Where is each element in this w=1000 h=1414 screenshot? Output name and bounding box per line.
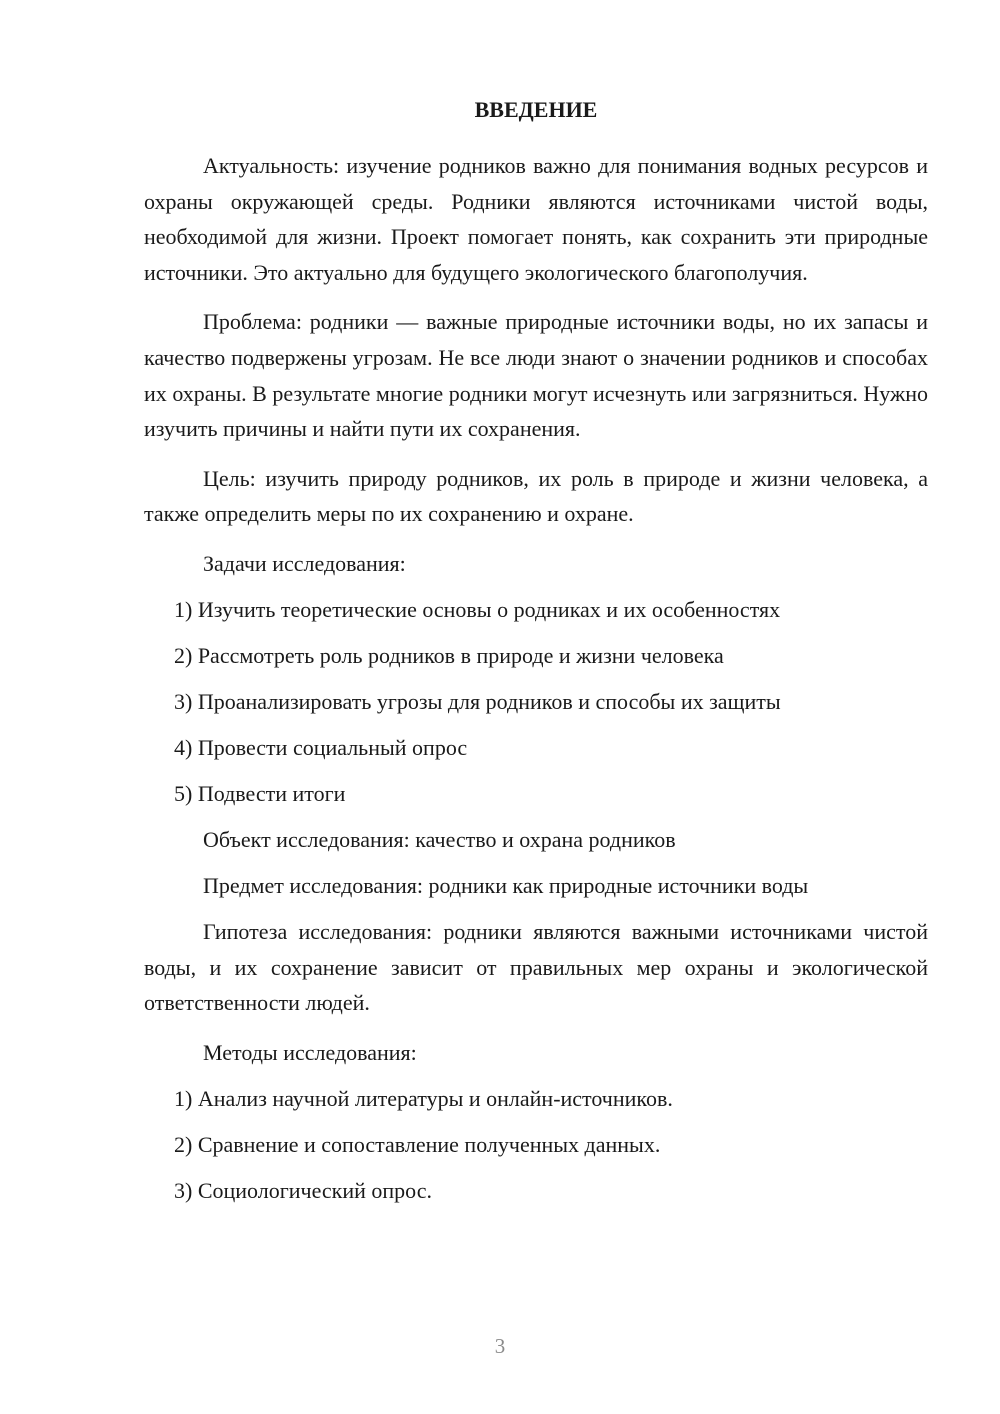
task-item: 2) Рассмотреть роль родников в природе и жизни человека [174,642,724,668]
section-title: ВВЕДЕНИЕ [474,97,598,122]
task-item: 1) Изучить теоретические основы о родниках и их особенностях [174,596,781,622]
methods-heading: Методы исследования: [203,1039,417,1065]
tasks-heading: Задачи исследования: [203,550,406,576]
method-item: 2) Сравнение и сопоставление полученных данных. [174,1131,661,1157]
method-item: 1) Анализ научной литературы и онлайн-источников. [174,1085,673,1111]
method-item: 3) Социологический опрос. [174,1177,432,1203]
task-item: 3) Проанализировать угрозы для родников и способы их защиты [174,688,781,714]
hypothesis-paragraph: Гипотеза исследования: родники являются важными источниками чистой воды, и их сохранение зависит от правильных мер охраны и экологической ответственности людей. [144,918,928,1016]
problem-paragraph: Проблема: родники — важные природные источники воды, но их запасы и качество подвержены угрозам. Не все люди знают о значении родников и способах их охраны. В результате многие родники могут исчезнуть или загрязниться. Нужно изучить причины и найти пути их сохранения. [144,309,928,442]
research-subject: Предмет исследования: родники как природные источники воды [203,872,809,898]
task-item: 4) Провести социальный опрос [174,734,468,760]
goal-paragraph: Цель: изучить природу родников, их роль в природе и жизни человека, а также определить меры по их сохранению и охране. [144,465,928,527]
document-page [144,92,928,1219]
task-item: 5) Подвести итоги [174,780,346,806]
page-number: 3 [494,1334,506,1358]
research-object: Объект исследования: качество и охрана родников [203,826,676,852]
relevance-paragraph: Актуальность: изучение родников важно для понимания водных ресурсов и охраны окружающей среды. Родники являются источниками чистой воды, необходимой для жизни. Проект помогает понять, как сохранить эти природные источники. Это актуально для будущего экологического благополучия. [144,153,928,285]
